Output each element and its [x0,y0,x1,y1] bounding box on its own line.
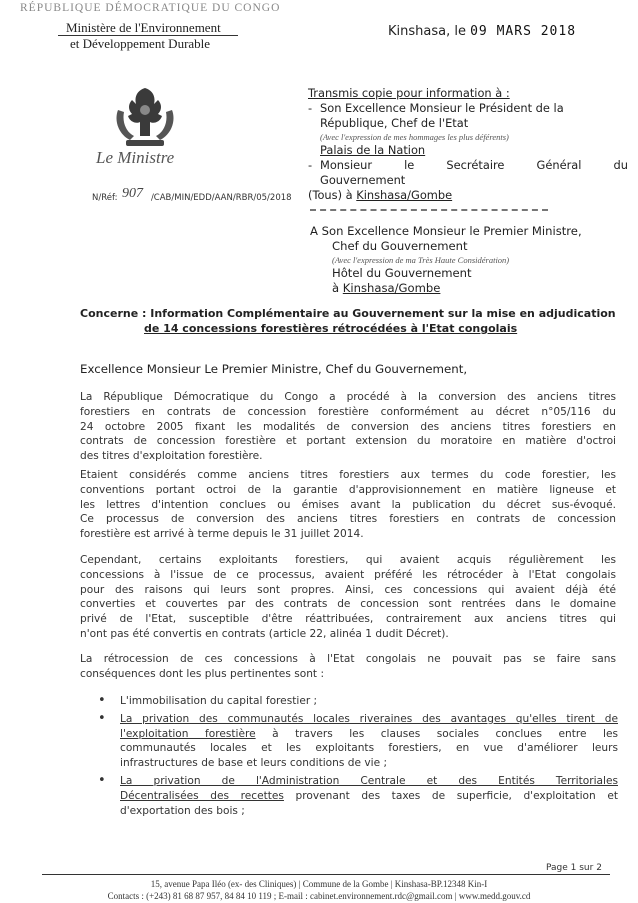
dashed-divider [310,209,548,213]
transmis-item1-place: Palais de la Nation [320,143,426,157]
le-ministre-signature-title: Le Ministre [96,148,175,167]
transmis-item-secretaire [308,158,628,188]
addressee-line2: Chef du Gouvernement [332,239,468,253]
transmis-item3-prefix: (Tous) à [308,188,353,202]
paragraph-line: concessions à l'issue de ce processus, avaient préféré les rétrocéder à l'Etat congolais [80,568,616,581]
list-item-text: provenant des taxes de superficie, d'exploitation et [283,789,618,802]
paragraph-line: contrats de concession forestière et portant extension du moratoire en matière d'octroi [80,435,616,448]
paragraph-line: privé de l'Etat, susceptible d'être réattribuées, contrairement aux anciens titres qui [80,613,616,626]
transmis-item1-line1: Son Excellence Monsieur le Président de la [320,101,564,115]
date-stamp: 09 MARS 2018 [470,24,577,39]
coat-of-arms-emblem [108,80,182,152]
concerne-line1: Information Complémentaire au Gouvernement sur la mise en adjudication [150,307,616,320]
paragraph-line: des titres d'exploitation forestière. [80,450,263,463]
transmis-item1-line2: République, Chef de l'Etat [320,116,469,130]
paragraph-2 [80,468,616,542]
addressee-line4-place: Kinshasa/Gombe [342,281,441,295]
transmis-item2-line2: Gouvernement [320,173,406,187]
list-item-text: communautés locales et les exploitants forestiers, en vue d'améliorer leurs [120,742,618,755]
transmis-item1-note: (Avec l'expression de mes hommages les plus déférents) [320,132,509,142]
paragraph-line: 24 octobre 2005 fixant les modalités de conversion des anciens titres forestiers en [80,420,616,433]
consequences-list [98,694,618,818]
paragraph-line: La République Démocratique du Congo a procédé à la conversion des anciens titres [80,391,616,403]
salutation: Excellence Monsieur Le Premier Ministre, Chef du Gouvernement, [80,362,468,376]
date-prefix: Kinshasa, le [388,24,466,39]
list-item [98,774,618,818]
list-item-text-underlined: La privation de l'Administration Centrale et des Entités Territoriales [120,774,618,787]
addressee-line4 [310,281,630,296]
reference-number: /CAB/MIN/EDD/AAN/RBR/05/2018 [150,193,292,203]
list-item [98,712,618,771]
transmis-title: Transmis copie pour information à : [308,86,510,100]
transmis-item2-line1: Monsieur le Secrétaire Général du [320,158,628,172]
footer-address: 15, avenue Papa Iléo (ex- des Cliniques) | Commune de la Gombe | Kinshasa-BP.12348 Kin-I [150,879,488,889]
list-item-line [120,727,618,742]
paragraph-line: forestiers en contrats de concession forestière conformément au décret n°05/116 du [80,405,616,418]
paragraph-line: conventions portant octroi de la garantie d'approvisionnement en matière ligneuse et [80,483,616,496]
ministry-name-line1: Ministère de l'Environnement [66,20,221,35]
list-item-text: d'exportation des bois ; [120,804,245,817]
page-number: Page 1 sur 2 [546,863,602,873]
reference-handwritten-number: 907 [122,186,143,201]
paragraph-line: les lettres d'intention conclues ou émises avant la publication du décret sus-évoqué. [80,498,616,511]
paragraph-line: conséquences dont les plus pertinentes sont : [80,667,325,680]
concerne-line2: de 14 concessions forestières rétrocédées à l'Etat congolais [144,322,518,335]
list-item-text-underlined: Décentralisées des recettes [120,789,284,802]
list-item-text-underlined: l'exploitation forestière [120,727,256,740]
bullet-dash: - [308,101,313,115]
transmis-item3-place: Kinshasa/Gombe [356,188,453,202]
transmis-copie-block [308,86,628,203]
bullet-dot: • [98,693,106,708]
paragraph-line: Etaient considérés comme anciens titres forestiers aux termes du code forestier, les [80,469,616,481]
paragraph-line: Cependant, certains exploitants forestiers, qui avaient acquis régulièrement les [80,554,616,566]
ministry-name-line2: et Développement Durable [70,36,211,51]
paragraph-line: Ce processus de conversion des anciens titres forestiers en contrats de concession [80,513,616,526]
paragraph-line: La rétrocession de ces concessions à l'Etat congolais ne pouvait pas se faire sans [80,653,616,665]
list-item [98,694,618,709]
concerne-line1-row [80,306,620,321]
list-item-line [120,789,618,804]
list-item-text: L'immobilisation du capital forestier ; [120,695,318,707]
paragraph-3 [80,553,616,642]
addressee-note: (Avec l'expression de ma Très Haute Considération) [332,255,510,265]
transmis-item-tous [308,188,628,203]
transmis-item-president [308,101,628,158]
paragraph-1 [80,390,616,464]
addressee-block [310,224,630,296]
list-item-text: à travers les clauses sociales conclues entre les [255,727,618,740]
concerne-subject [80,306,620,336]
paragraph-4 [80,652,616,682]
concerne-label: Concerne : [80,307,147,320]
list-item-text-underlined: La privation des communautés locales riveraines des avantages qu'elles tirent de [120,712,618,725]
paragraph-line: converties et couvertes par des contrats de concession sont rentrées dans le domaine [80,598,616,611]
addressee-line3: Hôtel du Gouvernement [332,266,472,280]
addressee-line1: A Son Excellence Monsieur le Premier Ministre, [310,224,582,238]
paragraph-line: pour des raisons qui leurs sont propres. Ainsi, ces concessions qui avaient déjà été [80,583,616,596]
footer-rule [42,874,610,875]
list-item-text: infrastructures de base et leurs conditions de vie ; [120,757,388,770]
bullet-dot: • [98,710,106,726]
addressee-line4-prefix: à [332,281,340,295]
bullet-dash: - [308,158,313,172]
reference-label: N/Réf: [92,193,118,203]
republic-heading: RÉPUBLIQUE DÉMOCRATIQUE DU CONGO [20,2,281,14]
date-line [388,24,576,39]
paragraph-line: forestière est arrivé à terme depuis le 31 juillet 2014. [80,528,364,541]
bullet-dot: • [98,772,106,788]
footer-contacts: Contacts : (+243) 81 68 87 957, 84 84 10 119 ; E-mail : cabinet.environnement.rdc@gmail.com | www.medd.gouv.cd [107,891,531,901]
paragraph-line: n'ont pas été convertis en contrats (article 22, alinéa 1 dudit Décret). [80,627,449,640]
